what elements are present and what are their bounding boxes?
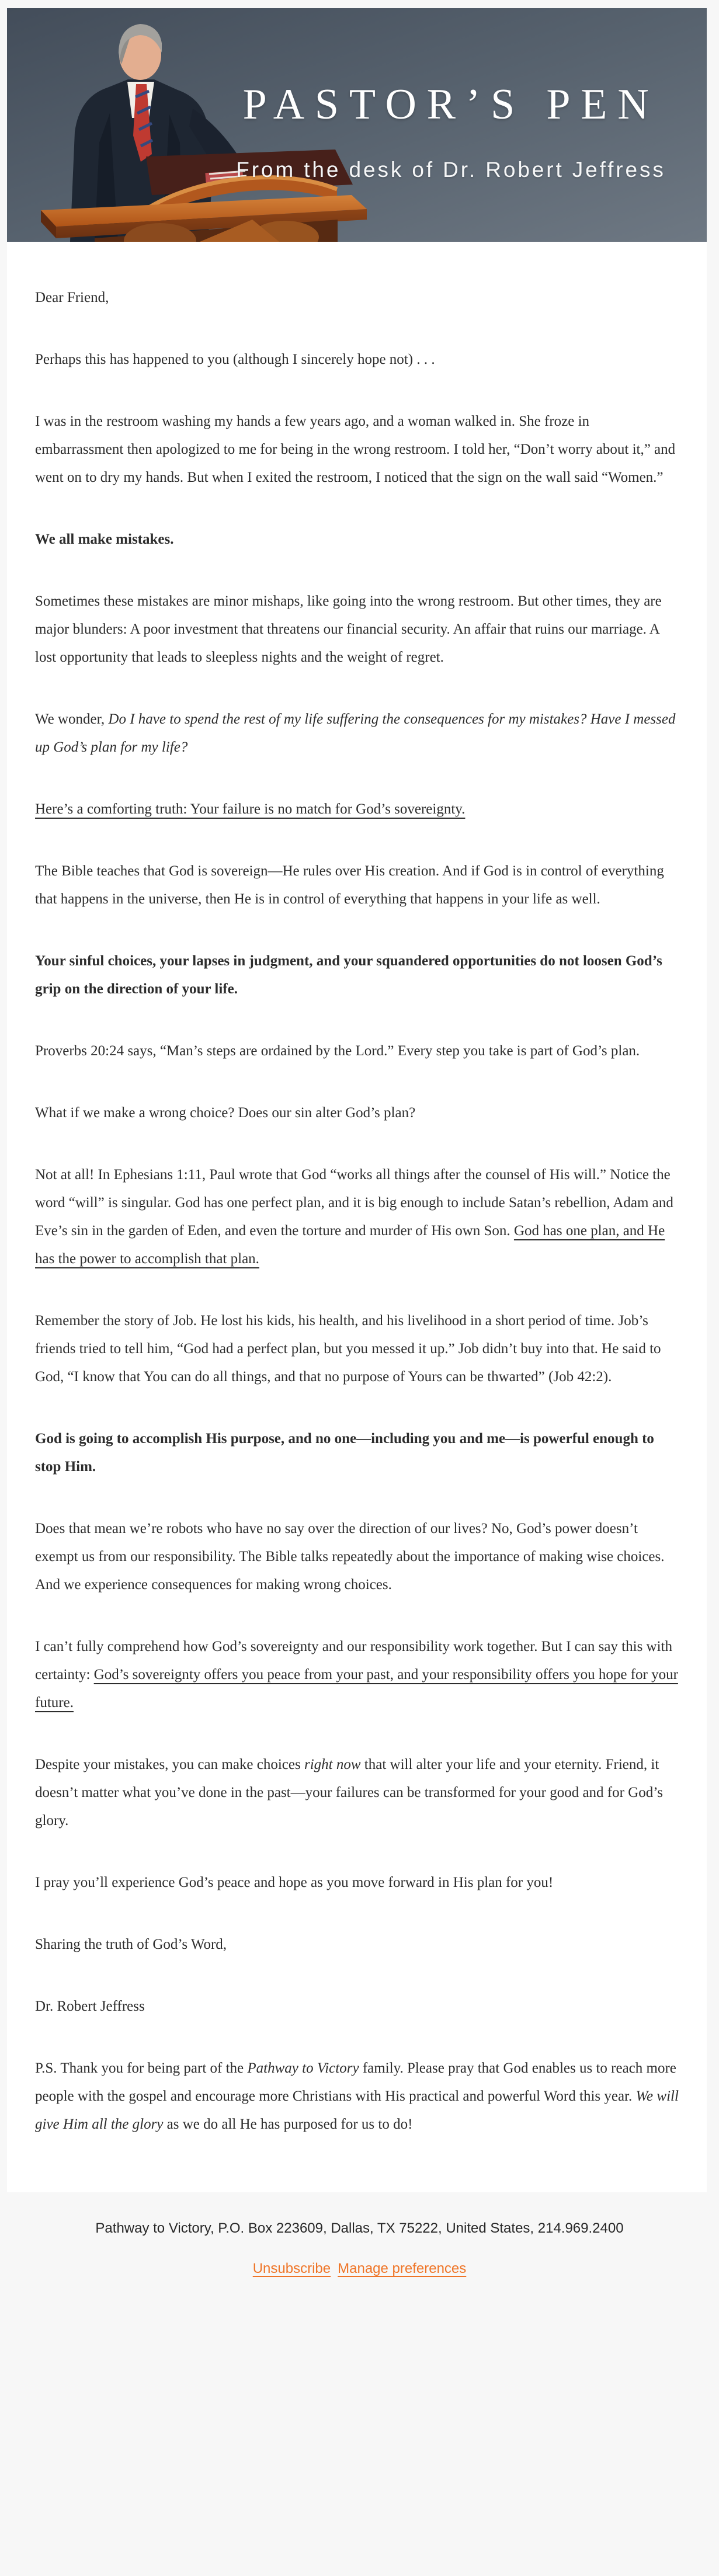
letter-text-italic: Pathway to Victory (247, 2060, 359, 2076)
letter-paragraph (35, 1161, 679, 1273)
letter-paragraph (35, 1425, 679, 1481)
letter-paragraph (35, 1515, 679, 1599)
letter-text: that will alter your life and your eternity. Friend, it doesn’t matter what you’ve done in the past—your failures can be transformed for your good and for God’s glory. (35, 1757, 663, 1828)
letter-paragraph (35, 1633, 679, 1717)
letter-paragraph (35, 284, 679, 312)
letter-body (7, 242, 707, 2192)
letter-paragraph (35, 1751, 679, 1835)
footer-links (12, 2259, 707, 2278)
letter-text: Remember the story of Job. He lost his kids, his health, and his livelihood in a short period of time. Job’s friends tried to tell him, “God had a perfect plan, but you messed it up.” Job didn’t buy into that. He said to God, “I know that You can do all things, and that no purpose of Yours can be thwarted” (Job 42:2). (35, 1313, 661, 1385)
letter-text: The Bible teaches that God is sovereign—He rules over His creation. And if God is in control of everything that happens in the universe, then He is in control of everything that happens in your life as well. (35, 863, 664, 907)
footer-address: Pathway to Victory, P.O. Box 223609, Dallas, TX 75222, United States, 214.969.2400 (95, 2220, 624, 2236)
letter-text-bold: God is going to accomplish His purpose, and no one—including you and me—is powerful enough to stop Him. (35, 1431, 654, 1475)
letter-paragraph (35, 587, 679, 672)
letter-text-underline: God has one plan, and He has the power to accomplish that plan. (35, 1223, 665, 1267)
letter-text: Dr. Robert Jeffress (35, 1998, 145, 2014)
newsletter-subtitle: From the desk of Dr. Robert Jeffress (236, 158, 666, 182)
letter-paragraph (35, 2054, 679, 2139)
letter-text: I was in the restroom washing my hands a few years ago, and a woman walked in. She froze in embarrassment then apologized to me for being in the wrong restroom. I told her, “Don’t worry about it,” and went on to dry my hands. But when I exited the restroom, I noticed that the sign on the wall said “Women.” (35, 413, 676, 485)
letter-text-underline: Here’s a comforting truth: Your failure is no match for God’s sovereignty. (35, 801, 466, 817)
letter-text: Sharing the truth of God’s Word, (35, 1937, 227, 1952)
newsletter-title: PASTOR’S PEN (242, 81, 659, 128)
letter-paragraph (35, 526, 679, 554)
letter-paragraph (35, 1037, 679, 1065)
letter-text: Not at all! In Ephesians 1:11, Paul wrote that God “works all things after the counsel of His will.” Notice the word “will” is singular. God has one perfect plan, and it is big enough to include Satan’s rebellion, Adam and Eve’s sin in the garden of Eden, and even the torture and murder of His own Son. (35, 1167, 673, 1239)
letter-text: P.S. Thank you for being part of the (35, 2060, 248, 2076)
letter-text: Perhaps this has happened to you (although I sincerely hope not) . . . (35, 352, 435, 367)
letter-paragraph (35, 795, 679, 823)
letter-text: Despite your mistakes, you can make choices (35, 1757, 304, 1772)
letter-paragraph (35, 705, 679, 762)
letter-text: We wonder, (35, 711, 109, 727)
letter-paragraph (35, 857, 679, 913)
footer (0, 2192, 719, 2300)
letter-text: I pray you’ll experience God’s peace and hope as you move forward in His plan for you! (35, 1875, 554, 1890)
header-banner (7, 8, 707, 242)
email-card (7, 0, 707, 2192)
letter-paragraph (35, 1869, 679, 1897)
letter-text-italic: We will give Him all the glory (35, 2088, 679, 2132)
letter-text: Sometimes these mistakes are minor mishaps, like going into the wrong restroom. But other times, they are major blunders: A poor investment that threatens our financial security. An affair that ruins our marriage. A lost opportunity that leads to sleepless nights and the weight of regret. (35, 593, 662, 665)
letter-paragraph (35, 408, 679, 492)
letter-text: I can’t fully comprehend how God’s sovereignty and our responsibility work together. But I can say this with certainty: (35, 1639, 673, 1682)
letter-paragraph (35, 346, 679, 374)
manage-preferences-link[interactable]: Manage preferences (338, 2261, 467, 2277)
letter-text-underline: God’s sovereignty offers you peace from your past, and your responsibility offers you hope for your future. (35, 1667, 678, 1711)
letter-text: family. Please pray that God enables us to reach more people with the gospel and encourage more Christians with His practical and powerful Word this year. (35, 2060, 676, 2104)
letter-paragraph (35, 947, 679, 1003)
letter-text: Dear Friend, (35, 290, 109, 305)
letter-text-bold: We all make mistakes. (35, 531, 174, 547)
letter-paragraph (35, 1307, 679, 1391)
letter-paragraph (35, 1931, 679, 1959)
letter-text: as we do all He has purposed for us to do! (163, 2116, 413, 2132)
letter-text-bold: Your sinful choices, your lapses in judgment, and your squandered opportunities do not loosen God’s grip on the direction of your life. (35, 953, 662, 997)
unsubscribe-link[interactable]: Unsubscribe (252, 2261, 331, 2277)
letter-text-italic: right now (304, 1757, 361, 1772)
letter-text: Proverbs 20:24 says, “Man’s steps are ordained by the Lord.” Every step you take is part of God’s plan. (35, 1043, 640, 1059)
letter-text: What if we make a wrong choice? Does our sin alter God’s plan? (35, 1105, 416, 1121)
letter-paragraph (35, 1099, 679, 1127)
letter-text-italic: Do I have to spend the rest of my life suffering the consequences for my mistakes? Have I messed up God’s plan for my life? (35, 711, 676, 755)
letter-paragraph (35, 1993, 679, 2021)
letter-text: Does that mean we’re robots who have no say over the direction of our lives? No, God’s power doesn’t exempt us from our responsibility. The Bible talks repeatedly about the importance of making wise choices. And we experience consequences for making wrong choices. (35, 1521, 665, 1593)
email-body (7, 8, 707, 2192)
